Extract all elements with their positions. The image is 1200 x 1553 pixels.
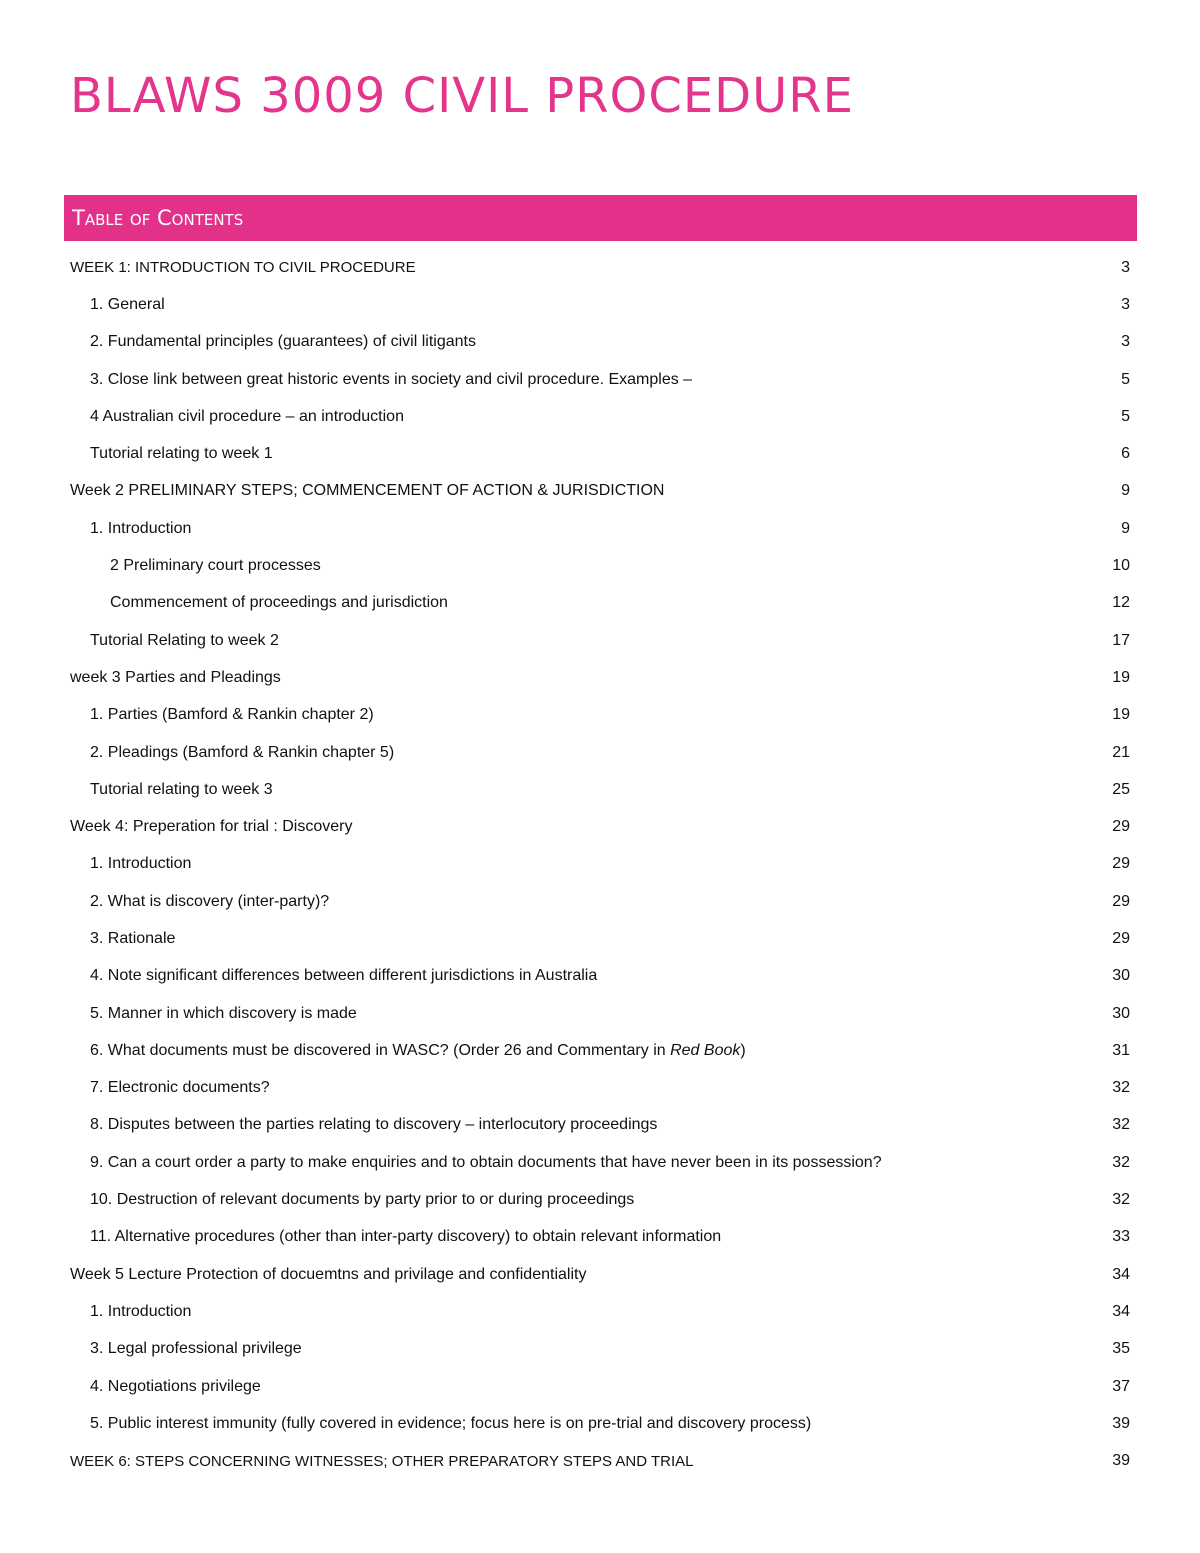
toc-page-number: 34: [1112, 1302, 1130, 1320]
toc-page-number: 19: [1112, 706, 1130, 724]
toc-entry-suffix: ): [740, 1041, 746, 1059]
toc-entry-text: [70, 260, 416, 275]
toc-entry[interactable]: [70, 958, 1130, 995]
toc-entry-text: [90, 931, 175, 947]
toc-entry[interactable]: [70, 435, 1130, 472]
toc-entry[interactable]: [70, 1107, 1130, 1144]
toc-page-number: 35: [1112, 1340, 1130, 1358]
toc-entry-title: 2 Preliminary court processes: [110, 557, 321, 575]
toc-entry-text: [90, 1155, 882, 1171]
toc-entry-title: 6. What documents must be discovered in WASC? (Order 26 and Commentary in: [90, 1041, 671, 1059]
toc-entry[interactable]: [70, 1032, 1130, 1069]
toc-entry[interactable]: [70, 324, 1130, 361]
toc-entry-text: [90, 1080, 270, 1096]
toc-entry-text: [90, 1416, 811, 1432]
toc-page-number: 29: [1112, 818, 1130, 836]
toc-entry-text: [90, 1117, 657, 1133]
toc-entry-title: Tutorial Relating to week 2: [90, 631, 279, 649]
toc-entry[interactable]: [70, 249, 1130, 286]
toc-entry-text: [90, 707, 374, 723]
toc-page-number: 39: [1112, 1452, 1130, 1470]
toc-page-number: 32: [1112, 1079, 1130, 1097]
toc-entry-text: [90, 1304, 191, 1320]
toc-page-number: 32: [1112, 1116, 1130, 1134]
toc-entry-title: 2. Fundamental principles (guarantees) of civil litigants: [90, 333, 476, 351]
toc-entry-text: [90, 1192, 634, 1208]
toc-heading-banner: [64, 195, 1137, 241]
toc-entry[interactable]: [70, 473, 1130, 510]
toc-page-number: 31: [1112, 1041, 1130, 1059]
toc-page-number: 25: [1112, 780, 1130, 798]
toc-entry[interactable]: [70, 1144, 1130, 1181]
toc-entry-title: 10. Destruction of relevant documents by party prior to or during proceedings: [90, 1191, 635, 1209]
toc-entry-title: 8. Disputes between the parties relating to discovery – interlocutory proceedings: [90, 1116, 658, 1134]
toc-entry[interactable]: [70, 547, 1130, 584]
toc-page-number: 17: [1112, 631, 1130, 649]
toc-page-number: 33: [1112, 1228, 1130, 1246]
toc-entry[interactable]: [70, 510, 1130, 547]
toc-entry[interactable]: [70, 1219, 1130, 1256]
toc-page-number: 6: [1121, 445, 1130, 463]
toc-entry[interactable]: [70, 734, 1130, 771]
toc-entry-text: [90, 1341, 302, 1357]
toc-entry[interactable]: [70, 1070, 1130, 1107]
toc-page-number: 19: [1112, 668, 1130, 686]
toc-entry-title: 3. Legal professional privilege: [90, 1340, 302, 1358]
toc-entry[interactable]: [70, 286, 1130, 323]
toc-entry-text: [110, 595, 448, 611]
toc-page-number: 21: [1112, 743, 1130, 761]
toc-page-number: 34: [1112, 1265, 1130, 1283]
toc-entry-text: [110, 558, 321, 574]
toc-entry-text: [90, 334, 476, 350]
toc-entry-title: 1. Introduction: [90, 1302, 192, 1320]
toc-entry-text: [90, 745, 394, 761]
toc-entry-title: 9. Can a court order a party to make enquiries and to obtain documents that have never been in its possession?: [90, 1153, 882, 1171]
toc-entry-text: [90, 372, 692, 388]
toc-entry-title: 11. Alternative procedures (other than inter-party discovery) to obtain relevant information: [90, 1228, 722, 1246]
toc-entry-title: WEEK 1: INTRODUCTION TO CIVIL PROCEDURE: [70, 259, 416, 277]
toc-page-number: 5: [1121, 370, 1130, 388]
toc-page-number: 30: [1112, 967, 1130, 985]
toc-entry-title: Week 2 PRELIMINARY STEPS; COMMENCEMENT OF ACTION & JURISDICTION: [70, 482, 665, 500]
toc-entry-text: [90, 856, 191, 872]
toc-page-number: 5: [1121, 407, 1130, 425]
toc-entry[interactable]: [70, 398, 1130, 435]
toc-entry-text: [90, 633, 279, 649]
toc-entry[interactable]: [70, 622, 1130, 659]
toc-entry-text: [90, 894, 329, 910]
toc-entry-text: [90, 968, 597, 984]
toc-entry-title: week 3 Parties and Pleadings: [70, 668, 281, 686]
toc-entry-title: 1. General: [90, 295, 165, 313]
toc-entry[interactable]: [70, 659, 1130, 696]
toc-entry-text: [70, 483, 664, 499]
toc-entry-text: [70, 670, 281, 686]
toc-entry-title: Week 5 Lecture Protection of docuemtns and privilage and confidentiality: [70, 1265, 587, 1283]
toc-page-number: 39: [1112, 1414, 1130, 1432]
toc-page-number: 29: [1112, 892, 1130, 910]
toc-entry[interactable]: [70, 585, 1130, 622]
toc-entry-text: [90, 297, 165, 313]
toc-page-number: 3: [1121, 295, 1130, 313]
toc-entry-title: 4. Negotiations privilege: [90, 1377, 261, 1395]
toc-entry-text: [90, 1229, 721, 1245]
toc-page-number: 9: [1121, 519, 1130, 537]
toc-entry-title: 1. Introduction: [90, 855, 192, 873]
toc-heading: Table of Contents: [72, 206, 244, 230]
toc-entry-title: 3. Rationale: [90, 929, 176, 947]
toc-entry-text: [70, 819, 352, 835]
toc-entry-text: [90, 446, 273, 462]
toc-entry[interactable]: [70, 995, 1130, 1032]
toc-page-number: 30: [1112, 1004, 1130, 1022]
toc-entry[interactable]: [70, 883, 1130, 920]
toc-entry-title: Week 4: Preperation for trial : Discovery: [70, 818, 353, 836]
toc-entry[interactable]: [70, 1368, 1130, 1405]
toc-entry-text: [90, 782, 273, 798]
toc-entry-text: [70, 1454, 693, 1469]
toc-page-number: 29: [1112, 929, 1130, 947]
toc-entry[interactable]: [70, 771, 1130, 808]
toc-page-number: 32: [1112, 1153, 1130, 1171]
toc-page-number: 29: [1112, 855, 1130, 873]
toc-entry-title: Commencement of proceedings and jurisdiction: [110, 594, 448, 612]
toc-page-number: 12: [1112, 594, 1130, 612]
toc-entry-text: [90, 1043, 746, 1059]
toc-entry-text: [70, 1267, 586, 1283]
toc-entry[interactable]: [70, 361, 1130, 398]
table-of-contents: [70, 249, 1130, 1480]
toc-entry-title: 7. Electronic documents?: [90, 1079, 270, 1097]
toc-entry-title: 1. Parties (Bamford & Rankin chapter 2): [90, 706, 374, 724]
toc-entry-text: [90, 409, 404, 425]
toc-entry-text: [90, 1379, 261, 1395]
toc-entry-title: 2. Pleadings (Bamford & Rankin chapter 5): [90, 743, 395, 761]
document-title: BLAWS 3009 CIVIL PROCEDURE: [70, 68, 854, 124]
toc-page-number: 10: [1112, 557, 1130, 575]
toc-page-number: 37: [1112, 1377, 1130, 1395]
toc-entry-title: 5. Public interest immunity (fully covered in evidence; focus here is on pre-trial and discovery process): [90, 1414, 812, 1432]
toc-entry[interactable]: [70, 1181, 1130, 1218]
toc-entry[interactable]: [70, 920, 1130, 957]
toc-entry-title: 4 Australian civil procedure – an introduction: [90, 407, 404, 425]
toc-page-number: 9: [1121, 482, 1130, 500]
toc-entry[interactable]: [70, 1405, 1130, 1442]
toc-entry-title: 5. Manner in which discovery is made: [90, 1004, 357, 1022]
toc-entry[interactable]: [70, 1256, 1130, 1293]
toc-entry[interactable]: [70, 1443, 1130, 1480]
toc-entry-title: Tutorial relating to week 1: [90, 445, 273, 463]
toc-entry-title: WEEK 6: STEPS CONCERNING WITNESSES; OTHER PREPARATORY STEPS AND TRIAL: [70, 1452, 694, 1470]
toc-entry[interactable]: [70, 808, 1130, 845]
toc-entry[interactable]: [70, 846, 1130, 883]
toc-entry[interactable]: [70, 1331, 1130, 1368]
toc-entry[interactable]: [70, 697, 1130, 734]
toc-entry-title: 2. What is discovery (inter-party)?: [90, 892, 330, 910]
toc-entry-title: Tutorial relating to week 3: [90, 780, 273, 798]
toc-page-number: 32: [1112, 1191, 1130, 1209]
toc-entry-text: [90, 1006, 357, 1022]
toc-entry-title: 1. Introduction: [90, 519, 192, 537]
toc-entry-title: 4. Note significant differences between different jurisdictions in Australia: [90, 967, 598, 985]
toc-page-number: 3: [1121, 333, 1130, 351]
toc-entry-italic: Red Book: [670, 1041, 741, 1059]
toc-entry-title: 3. Close link between great historic events in society and civil procedure. Examples –: [90, 370, 693, 388]
toc-entry-text: [90, 521, 191, 537]
toc-entry[interactable]: [70, 1293, 1130, 1330]
toc-page-number: 3: [1121, 258, 1130, 276]
